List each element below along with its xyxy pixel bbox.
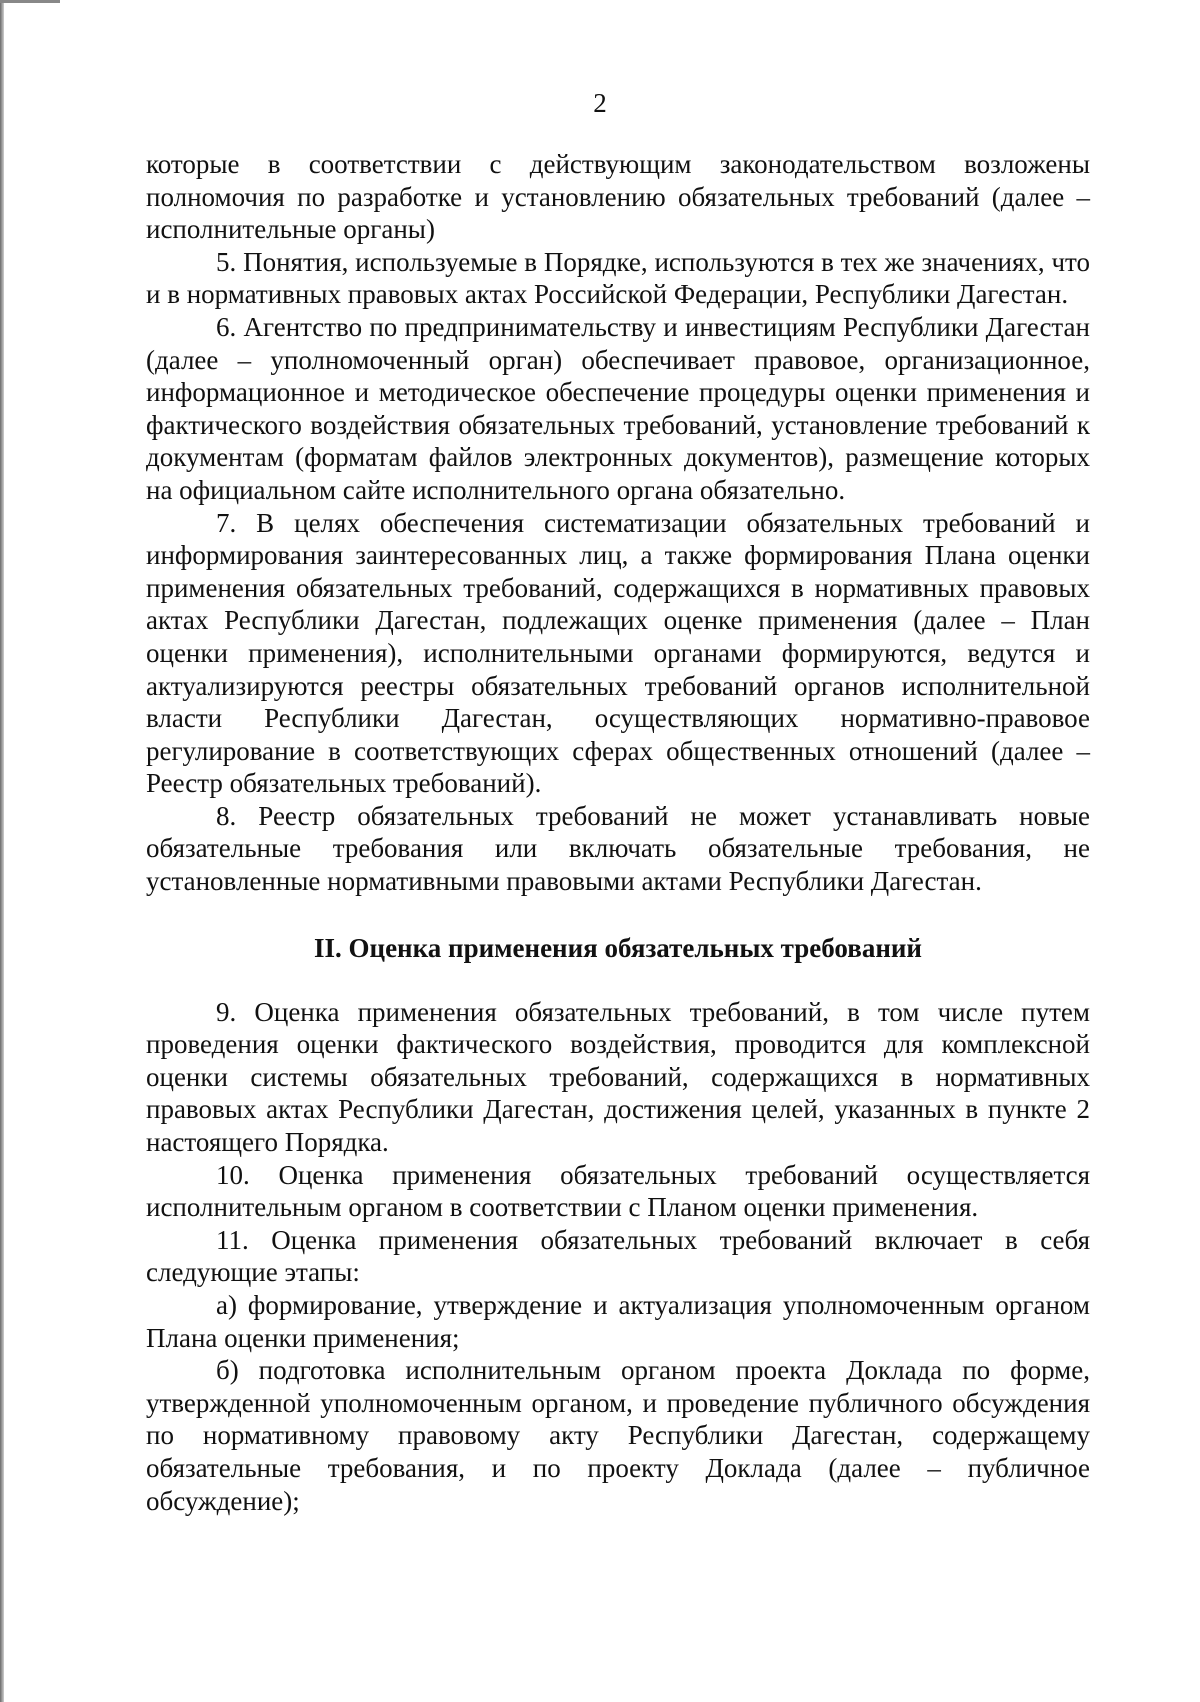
paragraph-item-9: 9. Оценка применения обязательных требований, в том числе путем проведения оценки фактического воздействия, проводится для комплексной оценки системы обязательных требований, содержащихся в нормативных правовых актах Республики Дагестан, достижения целей, указанных в пункте 2 настоящего Порядка. — [146, 996, 1090, 1158]
paragraph-subitem-a: а) формирование, утверждение и актуализация уполномоченным органом Плана оценки применения; — [146, 1290, 1090, 1353]
document-body — [146, 148, 1090, 1517]
paragraph-item-5: 5. Понятия, используемые в Порядке, используются в тех же значениях, что и в нормативных правовых актах Российской Федерации, Республики Дагестан. — [146, 246, 1090, 310]
paragraph-item-10: 10. Оценка применения обязательных требований осуществляется исполнительным органом в соответствии с Планом оценки применения. — [146, 1159, 1090, 1223]
paragraph-item-8: 8. Реестр обязательных требований не может устанавливать новые обязательные требования или включать обязательные требования, не установленные нормативными правовыми актами Республики Дагестан. — [146, 800, 1090, 897]
page-number: 2 — [593, 88, 607, 118]
section-heading: II. Оценка применения обязательных требований — [314, 932, 922, 963]
paragraph-item-7: 7. В целях обеспечения систематизации обязательных требований и информирования заинтересованных лиц, а также формирования Плана оценки применения обязательных требований, содержащихся в нормативных правовых актах Республики Дагестан, подлежащих оценке применения (далее – План оценки применения), исполнительными органами формируются, ведутся и актуализируются реестры обязательных требований органов исполнительной власти Республики Дагестан, осуществляющих нормативно-правовое регулирование в соответствующих сферах общественных отношений (далее – Реестр обязательных требований). — [146, 507, 1090, 799]
paragraph-item-11: 11. Оценка применения обязательных требований включает в себя следующие этапы: — [146, 1224, 1090, 1288]
paragraph-continuation: которые в соответствии с действующим законодательством возложены полномочия по разработке и установлению обязательных требований (далее – исполнительные органы) — [146, 149, 1090, 245]
paragraph-subitem-b: б) подготовка исполнительным органом проекта Доклада по форме, утвержденной уполномоченным органом, и проведение публичного обсуждения по нормативному правовому акту Республики Дагестан, содержащему обязательные требования, и по проекту Доклада (далее – публичное обсуждение); — [146, 1355, 1090, 1516]
scan-edge — [0, 0, 4, 1702]
scan-mark — [0, 0, 60, 3]
paragraph-item-6: 6. Агентство по предпринимательству и инвестициям Республики Дагестан (далее – уполномоченный орган) обеспечивает правовое, организационное, информационное и методическое обеспечение процедуры оценки применения и фактического воздействия обязательных требований, установление требований к документам (форматам файлов электронных документов), размещение которых на официальном сайте исполнительного органа обязательно. — [146, 311, 1090, 505]
